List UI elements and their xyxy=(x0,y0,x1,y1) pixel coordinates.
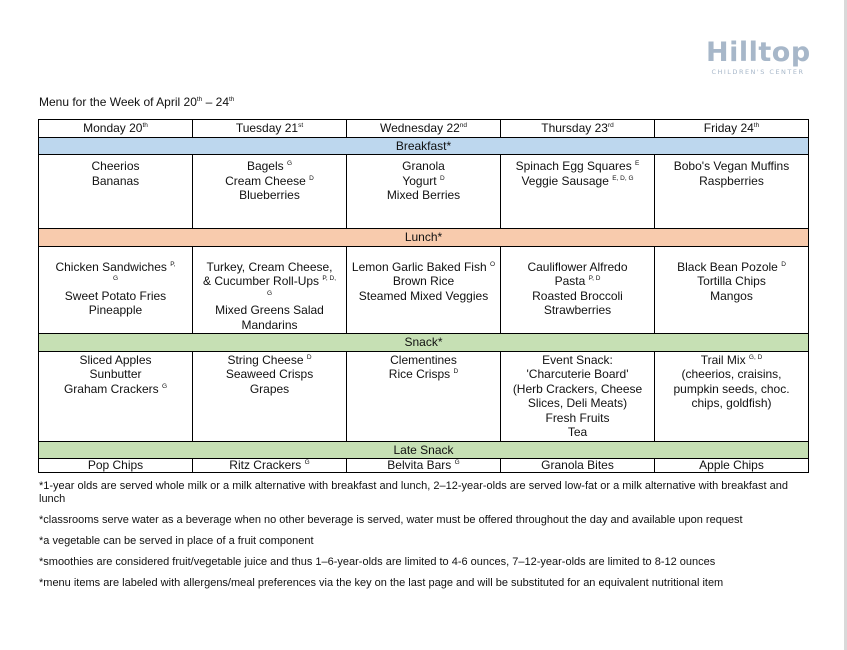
menu-item: (cheerios, craisins, xyxy=(681,367,782,381)
menu-item xyxy=(42,274,189,289)
menu-cell xyxy=(193,351,347,441)
footnote: *classrooms serve water as a beverage when no other beverage is served, water must be offered throughout the day and available upon request xyxy=(39,514,743,526)
menu-item: Bagels $^G$ xyxy=(246,159,293,173)
title-sup: th xyxy=(196,96,203,103)
menu-item: Raspberries xyxy=(699,173,764,188)
menu-cell xyxy=(193,246,347,334)
allergen-code: P, D, xyxy=(322,275,336,282)
menu-cell xyxy=(39,351,193,441)
menu-item: Strawberries xyxy=(543,303,612,317)
day-header: Tuesday 21st xyxy=(193,120,347,138)
menu-item: Veggie Sausage $^{E, D, G}$ xyxy=(521,173,634,188)
day-header: Monday 20th xyxy=(39,120,193,138)
allergen-code: O xyxy=(490,260,496,268)
menu-cell xyxy=(655,459,809,473)
menu-item: Cauliflower Alfredo xyxy=(527,259,628,274)
lunch-section-row xyxy=(39,229,809,247)
title-sup2: th xyxy=(229,96,235,103)
snack-header: Snack* xyxy=(39,334,809,352)
menu-item: Slices, Deli Meats) xyxy=(527,396,628,410)
late-snack-header: Late Snack xyxy=(39,441,809,459)
allergen-code: D xyxy=(306,353,312,361)
menu-item: pumpkin seeds, choc. xyxy=(673,381,790,396)
menu-item: Grapes xyxy=(249,381,290,396)
menu-item: Ritz Crackers xyxy=(229,458,302,472)
menu-item: Apple Chips xyxy=(699,458,764,472)
breakfast-row xyxy=(39,155,809,229)
menu-item: Mixed Berries xyxy=(386,188,461,202)
menu-item: Pop Chips xyxy=(87,458,144,472)
day-header: Wednesday 22nd xyxy=(347,120,501,138)
menu-item: Roasted Broccoli xyxy=(532,288,623,303)
day-header: Thursday 23rd xyxy=(501,120,655,138)
menu-item: Chicken Sandwiches $^{P,}$ xyxy=(55,259,176,274)
allergen-code: G, D xyxy=(748,353,763,361)
menu-item: Cheerios xyxy=(91,159,140,173)
allergen-code: G xyxy=(266,289,273,297)
menu-item: Yogurt $^D$ xyxy=(402,173,445,188)
menu-item: Trail Mix $^{G, D}$ xyxy=(700,352,763,367)
menu-cell xyxy=(39,155,193,229)
menu-item: Lemon Garlic Baked Fish $^O$ xyxy=(351,259,496,274)
menu-item: Mixed Greens Salad xyxy=(215,303,324,317)
menu-item: Sliced Apples xyxy=(79,352,152,367)
menu-item: Granola xyxy=(402,159,445,173)
menu-cell xyxy=(501,246,655,334)
menu-table xyxy=(38,119,809,473)
menu-item: Mandarins xyxy=(241,317,298,332)
menu-item: Black Bean Pozole $^D$ xyxy=(677,259,786,274)
menu-item: Bananas xyxy=(91,173,140,188)
lunch-row xyxy=(39,246,809,334)
allergen-code: G xyxy=(454,459,460,466)
allergen-code: G xyxy=(112,275,119,282)
menu-cell xyxy=(193,459,347,473)
menu-item: Blueberries xyxy=(239,188,300,202)
menu-item: Steamed Mixed Veggies xyxy=(358,288,489,303)
menu-item: Clementines xyxy=(390,352,457,367)
allergen-code: E, D, G xyxy=(612,174,634,182)
menu-cell xyxy=(39,246,193,334)
menu-cell xyxy=(501,155,655,229)
menu-cell xyxy=(39,459,193,473)
menu-item: Cream Cheese $^D$ xyxy=(225,173,314,188)
menu-item: Graham Crackers $^G$ xyxy=(63,381,168,396)
allergen-code: G xyxy=(161,382,168,390)
footnote: *menu items are labeled with allergens/meal preferences via the key on the last page and will be substituted for an equivalent nutritional item xyxy=(39,577,724,589)
menu-item xyxy=(196,289,343,304)
menu-item: Bobo's Vegan Muffins xyxy=(673,159,790,173)
snack-section-row xyxy=(39,334,809,352)
lunch-header: Lunch* xyxy=(39,229,809,247)
menu-cell xyxy=(655,351,809,441)
menu-cell xyxy=(193,155,347,229)
allergen-code: D xyxy=(453,368,459,375)
menu-item: Sunbutter xyxy=(89,367,142,381)
menu-item: chips, goldfish) xyxy=(691,396,772,410)
menu-cell xyxy=(655,155,809,229)
menu-item: Pineapple xyxy=(88,303,143,317)
menu-item: Mangos xyxy=(710,288,753,303)
menu-cell xyxy=(655,246,809,334)
menu-item: & Cucumber Roll-Ups $^{P, D,}$ xyxy=(203,274,336,288)
menu-item: Granola Bites xyxy=(541,458,614,472)
menu-title xyxy=(39,95,234,109)
menu-item: Event Snack: xyxy=(542,352,613,367)
day-header: Friday 24th xyxy=(655,120,809,138)
footnote: *a vegetable can be served in place of a fruit component xyxy=(39,535,314,547)
allergen-code: P, xyxy=(170,260,176,268)
logo-subtitle: CHILDREN'S CENTER xyxy=(711,68,805,76)
allergen-code: E xyxy=(635,160,640,167)
menu-item: Pasta $^{P, D}$ xyxy=(554,274,601,288)
menu-item: Tortilla Chips xyxy=(697,274,766,288)
menu-item: Turkey, Cream Cheese, xyxy=(206,259,333,274)
title-text: Menu for the Week of April 20 xyxy=(39,95,197,109)
menu-cell xyxy=(501,459,655,473)
hilltop-logo xyxy=(706,38,810,76)
allergen-code: G xyxy=(286,160,293,167)
menu-cell xyxy=(347,246,501,334)
breakfast-section-row xyxy=(39,137,809,155)
menu-item: Sweet Potato Fries xyxy=(64,288,167,303)
allergen-code: D xyxy=(439,174,445,182)
logo-name: Hilltop xyxy=(706,37,811,68)
snack-row xyxy=(39,351,809,441)
allergen-code: G xyxy=(304,459,310,466)
menu-item: Spinach Egg Squares $^E$ xyxy=(515,159,640,173)
breakfast-header: Breakfast* xyxy=(39,137,809,155)
menu-cell xyxy=(347,155,501,229)
menu-item: Seaweed Crisps xyxy=(225,367,314,381)
menu-item: String Cheese $^D$ xyxy=(227,352,312,367)
late-snack-row xyxy=(39,459,809,473)
menu-item: Belvita Bars xyxy=(387,458,452,472)
allergen-code: P, D xyxy=(588,275,601,282)
footnote: *1-year olds are served whole milk or a milk alternative with breakfast and lunch, 2–12-year-olds are served low-fat or a milk alternative with breakfast and lunch xyxy=(39,480,788,505)
menu-item: Tea xyxy=(567,425,588,439)
allergen-code: D xyxy=(309,174,314,182)
menu-item: Brown Rice xyxy=(392,274,455,288)
menu-cell xyxy=(347,351,501,441)
late-snack-section-row xyxy=(39,441,809,459)
menu-item: Rice Crisps $^D$ xyxy=(388,367,459,381)
footnotes xyxy=(39,480,811,598)
menu-item: Fresh Fruits xyxy=(545,410,610,425)
allergen-code: D xyxy=(781,260,786,268)
menu-cell xyxy=(501,351,655,441)
day-header-row xyxy=(39,120,809,138)
title-suffix: – 24 xyxy=(202,95,229,109)
footnote: *smoothies are considered fruit/vegetable juice and thus 1–6-year-olds are limited to 4-6 ounces, 7–12-year-olds are limited to 8-12 ounces xyxy=(39,556,716,568)
menu-item: 'Charcuterie Board' xyxy=(526,367,629,381)
menu-item: (Herb Crackers, Cheese xyxy=(512,381,643,396)
menu-cell xyxy=(347,459,501,473)
